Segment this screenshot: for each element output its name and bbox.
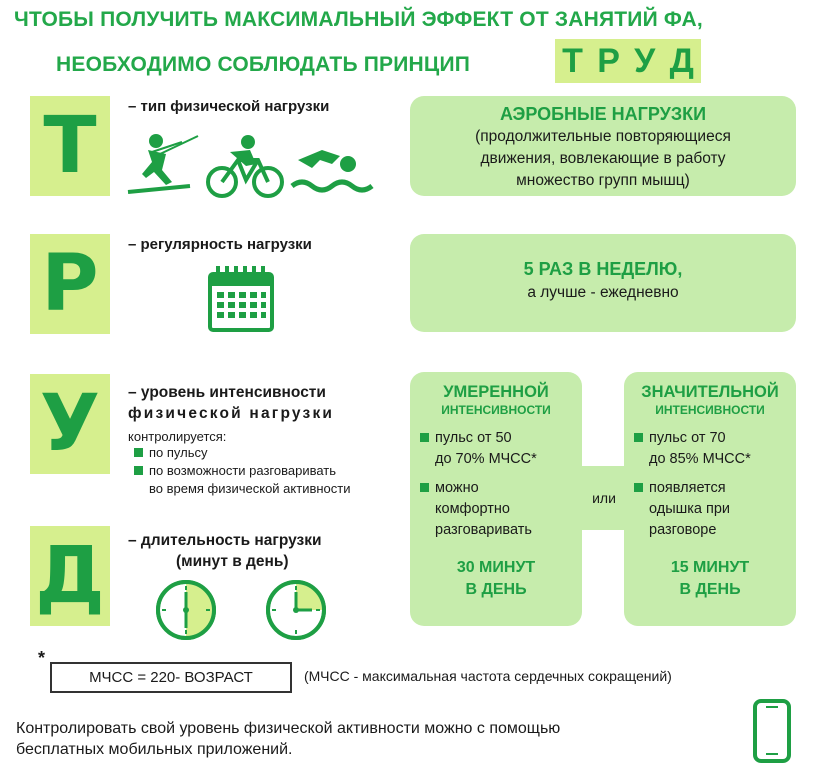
word-letter-t: Т bbox=[562, 41, 583, 80]
label-duration-line-1: – длительность нагрузки bbox=[128, 532, 322, 549]
header-line-1: ЧТОБЫ ПОЛУЧИТЬ МАКСИМАЛЬНЫЙ ЭФФЕКТ ОТ ЗАНЯТИЙ ФА, bbox=[14, 8, 703, 31]
moderate-duration-1: 30 МИНУТ bbox=[456, 559, 536, 576]
label-intensity-line-1: – уровень интенсивности bbox=[128, 384, 326, 401]
vigorous-pulse-text-2: до 85% МЧСС* bbox=[649, 451, 751, 467]
aerobic-line-3: множество групп мышц) bbox=[516, 172, 690, 189]
bullet-talk bbox=[134, 462, 336, 480]
label-activity-type: – тип физической нагрузки bbox=[128, 98, 330, 115]
aerobic-title: АЭРОБНЫЕ НАГРУЗКИ bbox=[499, 104, 707, 124]
letter-box-u: У bbox=[30, 374, 110, 474]
clock-15-icon bbox=[264, 578, 328, 642]
skier-icon bbox=[128, 134, 198, 192]
header-line-2: НЕОБХОДИМО СОБЛЮДАТЬ ПРИНЦИП bbox=[56, 53, 471, 76]
phone-icon bbox=[752, 698, 792, 764]
letter-box-r: Р bbox=[30, 234, 110, 334]
moderate-title-2: ИНТЕНСИВНОСТИ bbox=[441, 403, 551, 417]
cyclist-icon bbox=[208, 135, 282, 196]
swimmer-icon bbox=[292, 150, 372, 190]
vigorous-title-1: ЗНАЧИТЕЛЬНОЙ bbox=[641, 383, 779, 401]
bullet-mark bbox=[634, 433, 643, 442]
bullet-talk-text: по возможности разговаривать bbox=[149, 463, 337, 478]
bullet-pulse-text: по пульсу bbox=[149, 445, 208, 460]
moderate-duration-2: В ДЕНЬ bbox=[465, 581, 527, 598]
bullet-mark bbox=[420, 483, 429, 492]
bullet-mark bbox=[134, 448, 143, 457]
label-duration-line-2: (минут в день) bbox=[176, 553, 289, 570]
label-regularity: – регулярность нагрузки bbox=[128, 236, 312, 253]
sport-icons bbox=[126, 130, 374, 200]
vigorous-breath bbox=[634, 478, 786, 541]
vigorous-pulse-text: пульс от 70 bbox=[649, 430, 726, 446]
vigorous-pulse bbox=[634, 428, 786, 470]
panel-aerobic bbox=[410, 96, 796, 196]
aerobic-line-1: (продолжительные повторяющиеся bbox=[475, 128, 731, 145]
trud-word-box bbox=[555, 39, 701, 83]
mhr-formula-box: МЧСС = 220- ВОЗРАСТ bbox=[50, 662, 292, 693]
letter-box-d: Д bbox=[30, 526, 110, 626]
panel-vigorous bbox=[624, 372, 796, 626]
bullet-pulse bbox=[134, 444, 208, 462]
or-label: или bbox=[592, 490, 616, 506]
moderate-talk bbox=[420, 478, 572, 541]
moderate-title-1: УМЕРЕННОЙ bbox=[443, 383, 549, 401]
frequency-title: 5 РАЗ В НЕДЕЛЮ, bbox=[523, 259, 683, 279]
vigorous-breath-text-2: одышка при bbox=[649, 501, 731, 517]
moderate-pulse-text-2: до 70% МЧСС* bbox=[435, 451, 537, 467]
panel-frequency bbox=[410, 234, 796, 332]
vigorous-duration-2: В ДЕНЬ bbox=[679, 581, 741, 598]
moderate-pulse bbox=[420, 428, 572, 470]
vigorous-breath-text-1: появляется bbox=[649, 480, 726, 496]
panel-moderate bbox=[410, 372, 582, 626]
letter-box-t: Т bbox=[30, 96, 110, 196]
bottom-text-line-1: Контролировать свой уровень физической активности можно с помощью bbox=[16, 720, 561, 737]
moderate-pulse-text: пульс от 50 bbox=[435, 430, 512, 446]
moderate-talk-text-2: комфортно bbox=[435, 501, 510, 517]
mhr-explanation: (МЧСС - максимальная частота сердечных сокращений) bbox=[304, 668, 672, 684]
controlled-label: контролируется: bbox=[128, 429, 227, 444]
vigorous-duration-1: 15 МИНУТ bbox=[670, 559, 750, 576]
bullet-mark bbox=[420, 433, 429, 442]
label-intensity-line-2: физической нагрузки bbox=[128, 405, 335, 422]
word-letter-u: У bbox=[634, 41, 656, 80]
vigorous-breath-text-3: разговоре bbox=[649, 522, 717, 538]
calendar-icon bbox=[206, 264, 276, 334]
bullet-mark bbox=[134, 466, 143, 475]
bottom-text-line-2: бесплатных мобильных приложений. bbox=[16, 741, 293, 758]
aerobic-line-2: движения, вовлекающие в работу bbox=[480, 150, 726, 167]
bullet-talk-continued: во время физической активности bbox=[149, 481, 351, 496]
word-letter-d: Д bbox=[669, 41, 694, 80]
vigorous-title-2: ИНТЕНСИВНОСТИ bbox=[655, 403, 765, 417]
moderate-talk-text-1: можно bbox=[435, 480, 479, 496]
footnote-star: * bbox=[38, 648, 46, 668]
moderate-talk-text-3: разговаривать bbox=[435, 522, 532, 538]
word-letter-r: Р bbox=[597, 41, 620, 80]
bullet-mark bbox=[634, 483, 643, 492]
clock-30-icon bbox=[154, 578, 218, 642]
frequency-subtitle: а лучше - ежедневно bbox=[527, 284, 679, 301]
